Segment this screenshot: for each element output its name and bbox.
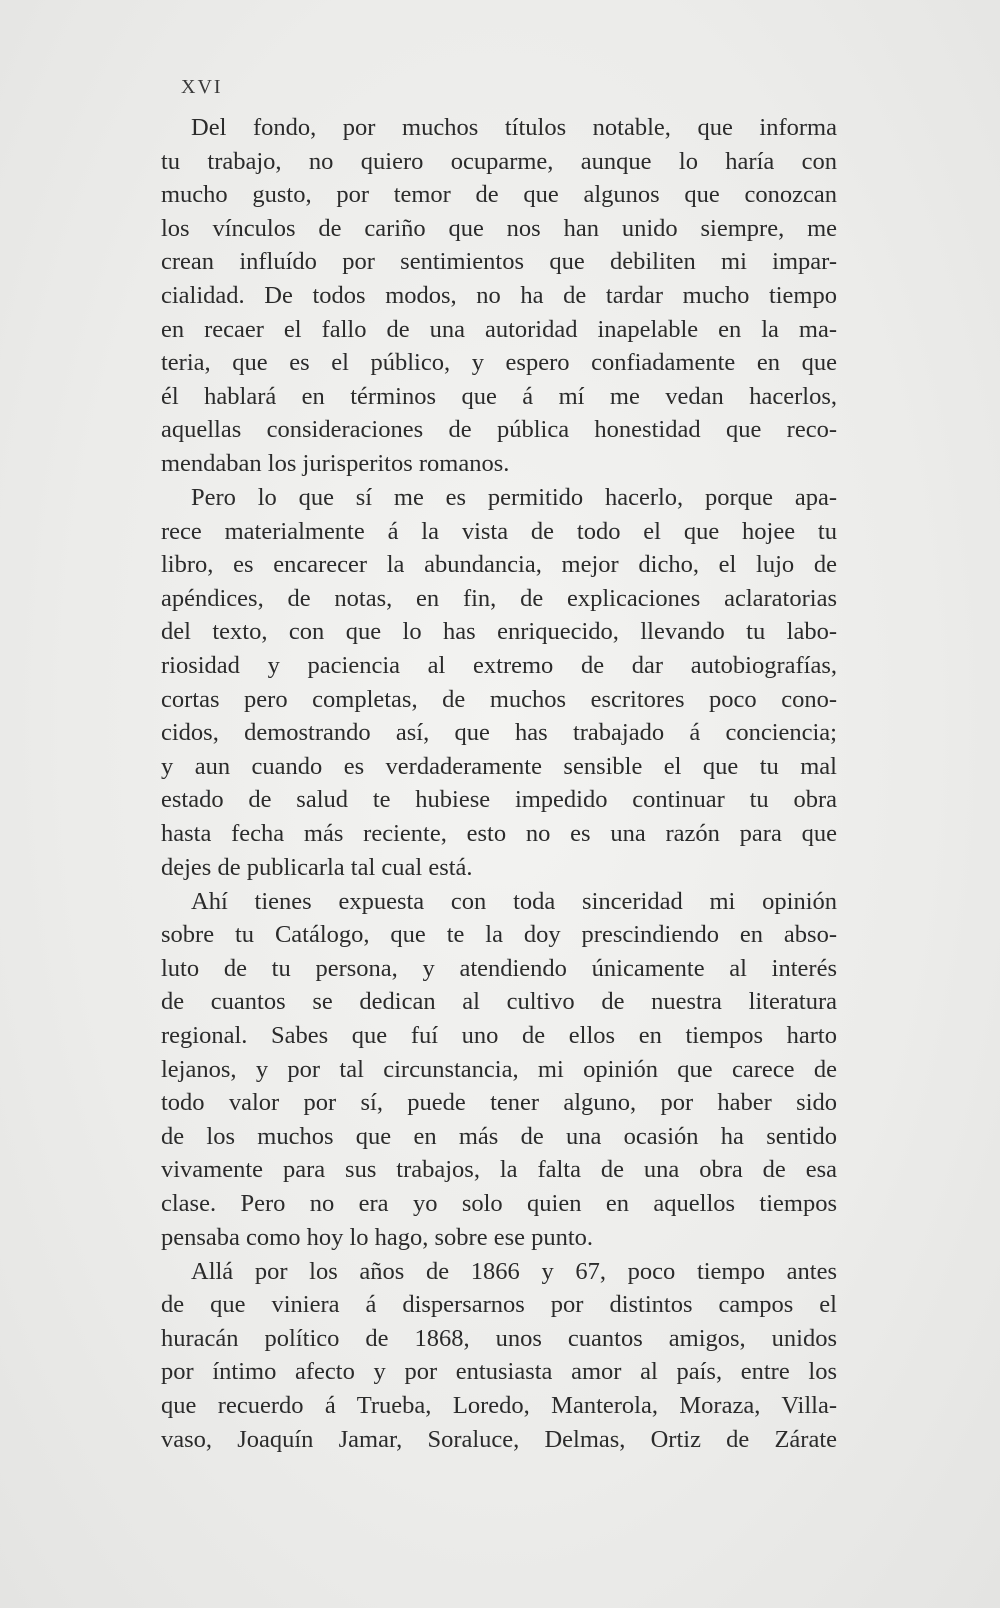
text-line: cidos, demostrando así, que has trabajado á conciencia; [161, 719, 837, 747]
text-line: luto de tu persona, y atendiendo únicamente al interés [161, 954, 837, 982]
paragraph [161, 111, 837, 481]
text-line: aquellas consideraciones de pública honestidad que reco- [161, 416, 837, 444]
text-line: mendaban los jurisperitos romanos. [161, 449, 510, 477]
text-line: vivamente para sus trabajos, la falta de una obra de esa [161, 1156, 837, 1184]
paragraph [161, 1255, 837, 1457]
text-line: y aun cuando es verdaderamente sensible el que tu mal [161, 752, 837, 780]
text-line: vaso, Joaquín Jamar, Soraluce, Delmas, Ortiz de Zárate [161, 1425, 837, 1453]
text-line: todo valor por sí, puede tener alguno, por haber sido [161, 1089, 837, 1117]
paragraph [161, 885, 837, 1255]
text-line: huracán político de 1868, unos cuantos amigos, unidos [161, 1324, 837, 1352]
text-line: mucho gusto, por temor de que algunos que conozcan [161, 181, 837, 209]
text-line: riosidad y paciencia al extremo de dar autobiografías, [161, 652, 837, 679]
text-line: de los muchos que en más de una ocasión ha sentido [161, 1122, 837, 1150]
text-line: del texto, con que lo has enriquecido, llevando tu labo- [161, 618, 837, 646]
text-line: Del fondo, por muchos títulos notable, que informa [191, 114, 837, 141]
text-line: Allá por los años de 1866 y 67, poco tiempo antes [191, 1257, 837, 1285]
text-line: cortas pero completas, de muchos escritores poco cono- [161, 685, 837, 713]
text-line: Pero lo que sí me es permitido hacerlo, porque apa- [191, 484, 837, 512]
text-line: Ahí tienes expuesta con toda sinceridad mi opinión [191, 887, 837, 915]
text-line: clase. Pero no era yo solo quien en aquellos tiempos [161, 1190, 837, 1217]
text-line: cialidad. De todos modos, no ha de tardar mucho tiempo [161, 281, 837, 309]
text-line: lejanos, y por tal circunstancia, mi opinión que carece de [161, 1055, 837, 1083]
text-line: rece materialmente á la vista de todo el que hojee tu [161, 517, 837, 545]
paragraph [161, 481, 837, 884]
text-line: que recuerdo á Trueba, Loredo, Manterola, Moraza, Villa- [161, 1392, 837, 1420]
text-line: hasta fecha más reciente, esto no es una razón para que [161, 819, 837, 847]
page-number: XVI [181, 76, 223, 98]
text-line: por íntimo afecto y por entusiasta amor al país, entre los [161, 1358, 837, 1386]
text-line: en recaer el fallo de una autoridad inapelable en la ma- [161, 315, 837, 343]
text-line: regional. Sabes que fuí uno de ellos en tiempos harto [161, 1022, 837, 1050]
text-line: teria, que es el público, y espero confiadamente en que [161, 349, 837, 377]
text-line: dejes de publicarla tal cual está. [161, 853, 473, 881]
text-line: de cuantos se dedican al cultivo de nuestra literatura [161, 988, 837, 1016]
text-line: sobre tu Catálogo, que te la doy prescindiendo en abso- [161, 921, 837, 949]
text-line: estado de salud te hubiese impedido continuar tu obra [161, 786, 837, 814]
text-line: pensaba como hoy lo hago, sobre ese punto. [161, 1223, 594, 1251]
text-line: de que viniera á dispersarnos por distintos campos el [161, 1291, 837, 1319]
text-line: apéndices, de notas, en fin, de explicaciones aclaratorias [161, 584, 837, 612]
body-text [161, 111, 837, 1457]
text-line: libro, es encarecer la abundancia, mejor dicho, el lujo de [161, 551, 837, 579]
text-line: los vínculos de cariño que nos han unido siempre, me [161, 214, 837, 242]
text-line: él hablará en términos que á mí me vedan hacerlos, [161, 382, 837, 410]
text-line: crean influído por sentimientos que debiliten mi impar- [161, 248, 837, 276]
text-line: tu trabajo, no quiero ocuparme, aunque lo haría con [161, 147, 837, 175]
